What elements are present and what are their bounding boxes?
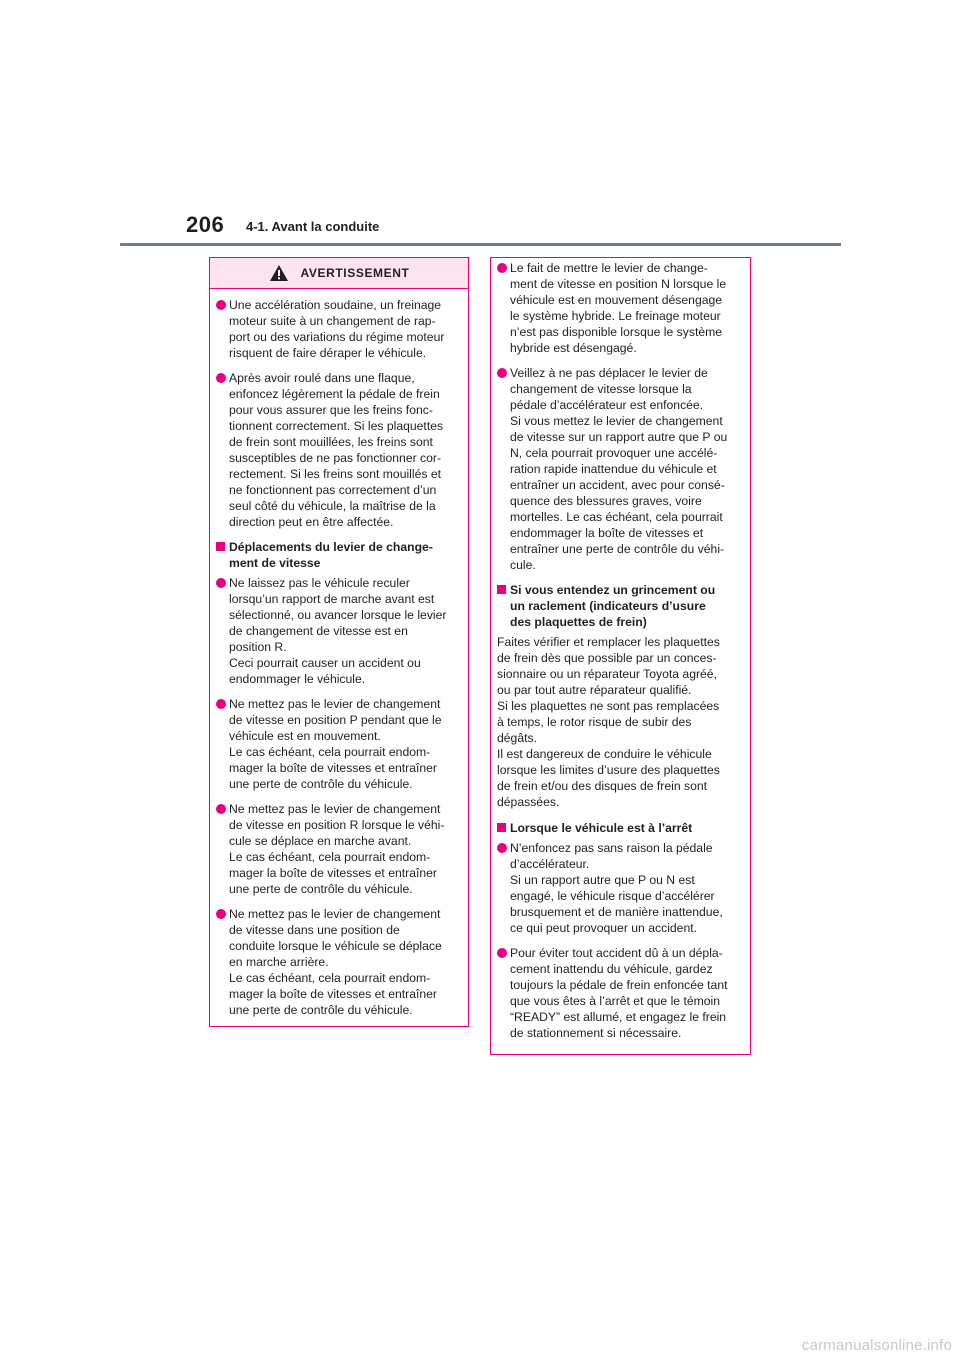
bullet-text: Le fait de mettre le levier de change- ment de vitesse en position N lorsque le véhicule est en mouvement désengage le système hybride. Le freinage moteur n’est pas disponible lorsque le système hybride est désengagé. bbox=[510, 261, 727, 355]
subsection-heading bbox=[216, 539, 460, 571]
bullet-text: Veillez à ne pas déplacer le levier de changement de vitesse lorsque la pédale d’accélérateur est enfoncée. Si vous mettez le levier de changement de vitesse sur un rapport autre que P ou N, cela pourrait provoquer une accélé- ration rapide inattendue du véhicule et entraîner un accident, avec pour consé- quence des blessures graves, voire mortelles. Le cas échéant, cela pourrait endommager la boîte de vitesses et entraîner une perte de contrôle du véhi- cule. bbox=[510, 366, 728, 572]
warning-bullet bbox=[216, 801, 460, 897]
subsection-heading bbox=[497, 582, 742, 630]
heading-text: Déplacements du levier de change- ment de vitesse bbox=[229, 540, 433, 570]
heading-text: Lorsque le véhicule est à l’arrêt bbox=[510, 821, 693, 835]
section-title: 4-1. Avant la conduite bbox=[246, 219, 380, 234]
warning-bullet bbox=[216, 297, 460, 361]
warning-header bbox=[210, 258, 468, 289]
warning-bullet bbox=[216, 696, 460, 792]
bullet-text: N’enfoncez pas sans raison la pédale d’accélérateur. Si un rapport autre que P ou N est engagé, le véhicule risque d’accélérer brusquement et de manière inattendue, ce qui peut provoquer un accident. bbox=[510, 841, 723, 935]
bullet-text: Ne laissez pas le véhicule reculer lorsqu’un rapport de marche avant est sélectionné, ou avancer lorsque le levier de changement de vitesse est en position R. Ceci pourrait causer un accident ou endommager le véhicule. bbox=[229, 576, 447, 686]
bullet-text: Ne mettez pas le levier de changement de vitesse en position R lorsque le véhi- cule se déplace en marche avant. Le cas échéant, cela pourrait endom- mager la boîte de vitesses et entraîner une perte de contrôle du véhicule. bbox=[229, 802, 445, 896]
warning-bullet bbox=[216, 906, 460, 1018]
watermark-logo: carmanualsonline.info bbox=[801, 1337, 952, 1354]
header-divider bbox=[120, 243, 841, 246]
warning-box-right bbox=[490, 257, 751, 1055]
warning-bullet bbox=[497, 260, 742, 356]
warning-bullet bbox=[216, 575, 460, 687]
warning-bullet bbox=[497, 365, 742, 573]
bullet-text: Une accélération soudaine, un freinage moteur suite à un changement de rap- port ou des variations du régime moteur risquent de faire déraper le véhicule. bbox=[229, 298, 445, 360]
heading-text: Si vous entendez un grincement ou un raclement (indicateurs d’usure des plaquettes de frein) bbox=[510, 583, 716, 629]
warning-box-left bbox=[209, 257, 469, 1027]
paragraph-text: Faites vérifier et remplacer les plaquettes de frein dès que possible par un conces- sionnaire ou un réparateur Toyota agréé, ou par tout autre réparateur qualifié. Si les plaquettes ne sont pas remplacées à temps, le rotor risque de subir des dégâts. Il est dangereux de conduire le véhicule lorsque les limites d’usure des plaquettes de frein et/ou des disques de frein sont dépassées. bbox=[497, 635, 720, 809]
bullet-text: Ne mettez pas le levier de changement de vitesse en position P pendant que le véhicule est en mouvement. Le cas échéant, cela pourrait endom- mager la boîte de vitesses et entraîner une perte de contrôle du véhicule. bbox=[229, 697, 442, 791]
warning-bullet bbox=[497, 840, 742, 936]
page-number: 206 bbox=[186, 212, 225, 237]
bullet-text: Ne mettez pas le levier de changement de vitesse dans une position de conduite lorsque le véhicule se déplace en marche arrière. Le cas échéant, cela pourrait endom- mager la boîte de vitesses et entraîner une perte de contrôle du véhicule. bbox=[229, 907, 442, 1017]
warning-triangle-icon bbox=[269, 264, 289, 282]
subsection-heading bbox=[497, 820, 742, 836]
bullet-text: Pour éviter tout accident dû à un dépla- cement inattendu du véhicule, gardez toujours la pédale de frein enfoncée tant que vous êtes à l’arrêt et que le témoin “READY” est allumé, et engagez le frein de stationnement si nécessaire. bbox=[510, 946, 728, 1040]
bullet-text: Après avoir roulé dans une flaque, enfoncez légèrement la pédale de frein pour vous assurer que les freins fonc- tionnent correctement. Si les plaquettes de frein sont mouillées, les freins sont susceptibles de ne pas fonctionner cor- rectement. Si les freins sont mouillés et ne fonctionnent pas correctement d’un seul côté du véhicule, la maîtrise de la direction peut en être affectée. bbox=[229, 371, 444, 529]
warning-bullet bbox=[216, 370, 460, 530]
warning-title: AVERTISSEMENT bbox=[300, 266, 410, 280]
warning-bullet bbox=[497, 945, 742, 1041]
paragraph bbox=[497, 634, 742, 810]
